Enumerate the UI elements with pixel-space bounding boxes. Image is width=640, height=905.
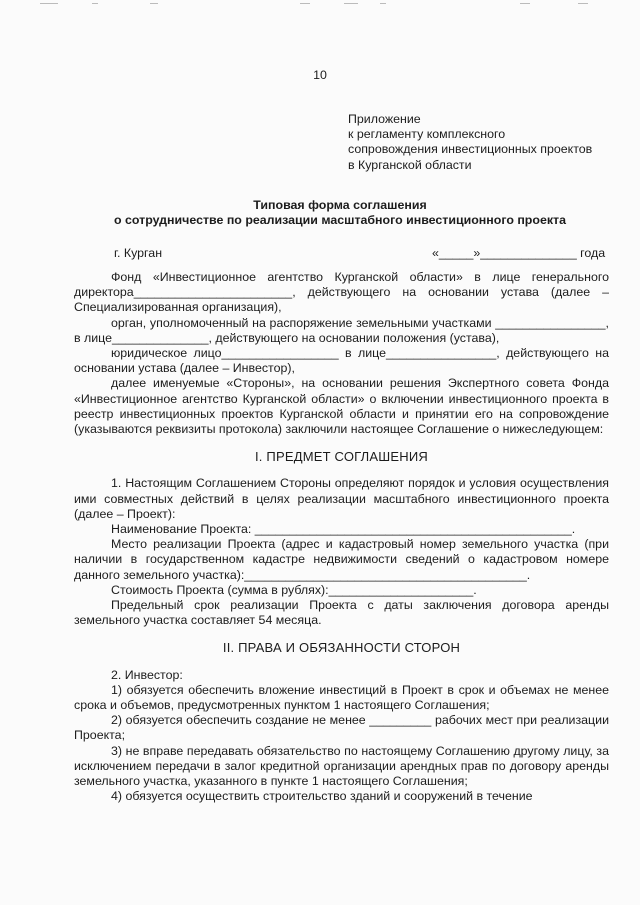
appendix-line: Приложение xyxy=(348,112,421,126)
section-paragraph: 1. Настоящим Соглашением Стороны определяют порядок и условия осуществления ими совместных действий в целях реализации масштабного инвестиционного проекта (далее – Проект): xyxy=(74,476,609,521)
section-paragraph: 3) не вправе передавать обязательство по настоящему Соглашению другому лицу, за исключением передачи в залог кредитной организации арендных прав по договору аренды земельного участка, указанного в пункте 1 настоящего Соглашения; xyxy=(74,743,609,789)
preamble-paragraph: орган, уполномоченный на распоряжение земельными участками ________________, в лице______________, действующего на основании положения (устава), xyxy=(74,315,609,345)
document-body xyxy=(74,270,609,805)
section-paragraph: 4) обязуется осуществить строительство зданий и сооружений в течение xyxy=(111,789,533,804)
section-paragraph: 1) обязуется обеспечить вложение инвестиций в Проект в срок и объемах не менее срока и объемов, предусмотренных пунктом 1 настоящего Соглашения; xyxy=(74,682,609,713)
appendix-line: сопровождения инвестиционных проектов xyxy=(348,142,593,157)
scan-top-marks xyxy=(0,0,640,10)
appendix-line: к регламенту комплексного xyxy=(348,127,506,142)
date-placeholder: «_____»______________ года xyxy=(432,246,606,260)
page-number: 10 xyxy=(313,68,327,82)
section-paragraph: Предельный срок реализации Проекта с даты заключения договора аренды земельного участка составляет 54 месяца. xyxy=(74,598,609,628)
city: г. Курган xyxy=(114,246,163,260)
section-paragraph: 2) обязуется обеспечить создание не менее _________ рабочих мест при реализации Проекта; xyxy=(74,713,609,743)
section-paragraph: 2. Инвестор: xyxy=(111,667,183,682)
appendix-line: в Курганской области xyxy=(348,157,472,172)
title-line: о сотрудничестве по реализации масштабного инвестиционного проекта xyxy=(113,213,567,228)
section-paragraph: Наименование Проекта: ______________________________________________. xyxy=(111,522,576,537)
appendix-note xyxy=(348,112,618,173)
preamble-paragraph: Фонд «Инвестиционное агентство Курганской области» в лице генерального директора_______________________, действующего на основании устава (далее – Специализированная организация), xyxy=(74,270,609,315)
title-line: Типовая форма соглашения xyxy=(253,198,427,212)
preamble-paragraph: юридическое лицо_________________ в лице________________, действующего на основании устава (далее – Инвестор), xyxy=(74,346,609,376)
section-paragraph: Место реализации Проекта (адрес и кадастровый номер земельного участка (при наличии в государственном кадастре недвижимости сведений о кадастровом номере данного земельного участка):_________________________________________. xyxy=(74,537,609,582)
section-paragraph: Стоимость Проекта (сумма в рублях):_____________________. xyxy=(111,582,477,597)
section-heading: II. ПРАВА И ОБЯЗАННОСТИ СТОРОН xyxy=(222,640,461,656)
preamble-paragraph: далее именуемые «Стороны», на основании решения Экспертного совета Фонда «Инвестиционное агентство Курганской области» о включении инвестиционного проекта в реестр инвестиционных проектов Курганской области и принятии его на сопровождение (указываются реквизиты протокола) заключили настоящее Соглашение о нижеследующем: xyxy=(74,376,609,437)
document-title xyxy=(60,198,620,228)
section-heading: I. ПРЕДМЕТ СОГЛАШЕНИЯ xyxy=(254,449,428,465)
